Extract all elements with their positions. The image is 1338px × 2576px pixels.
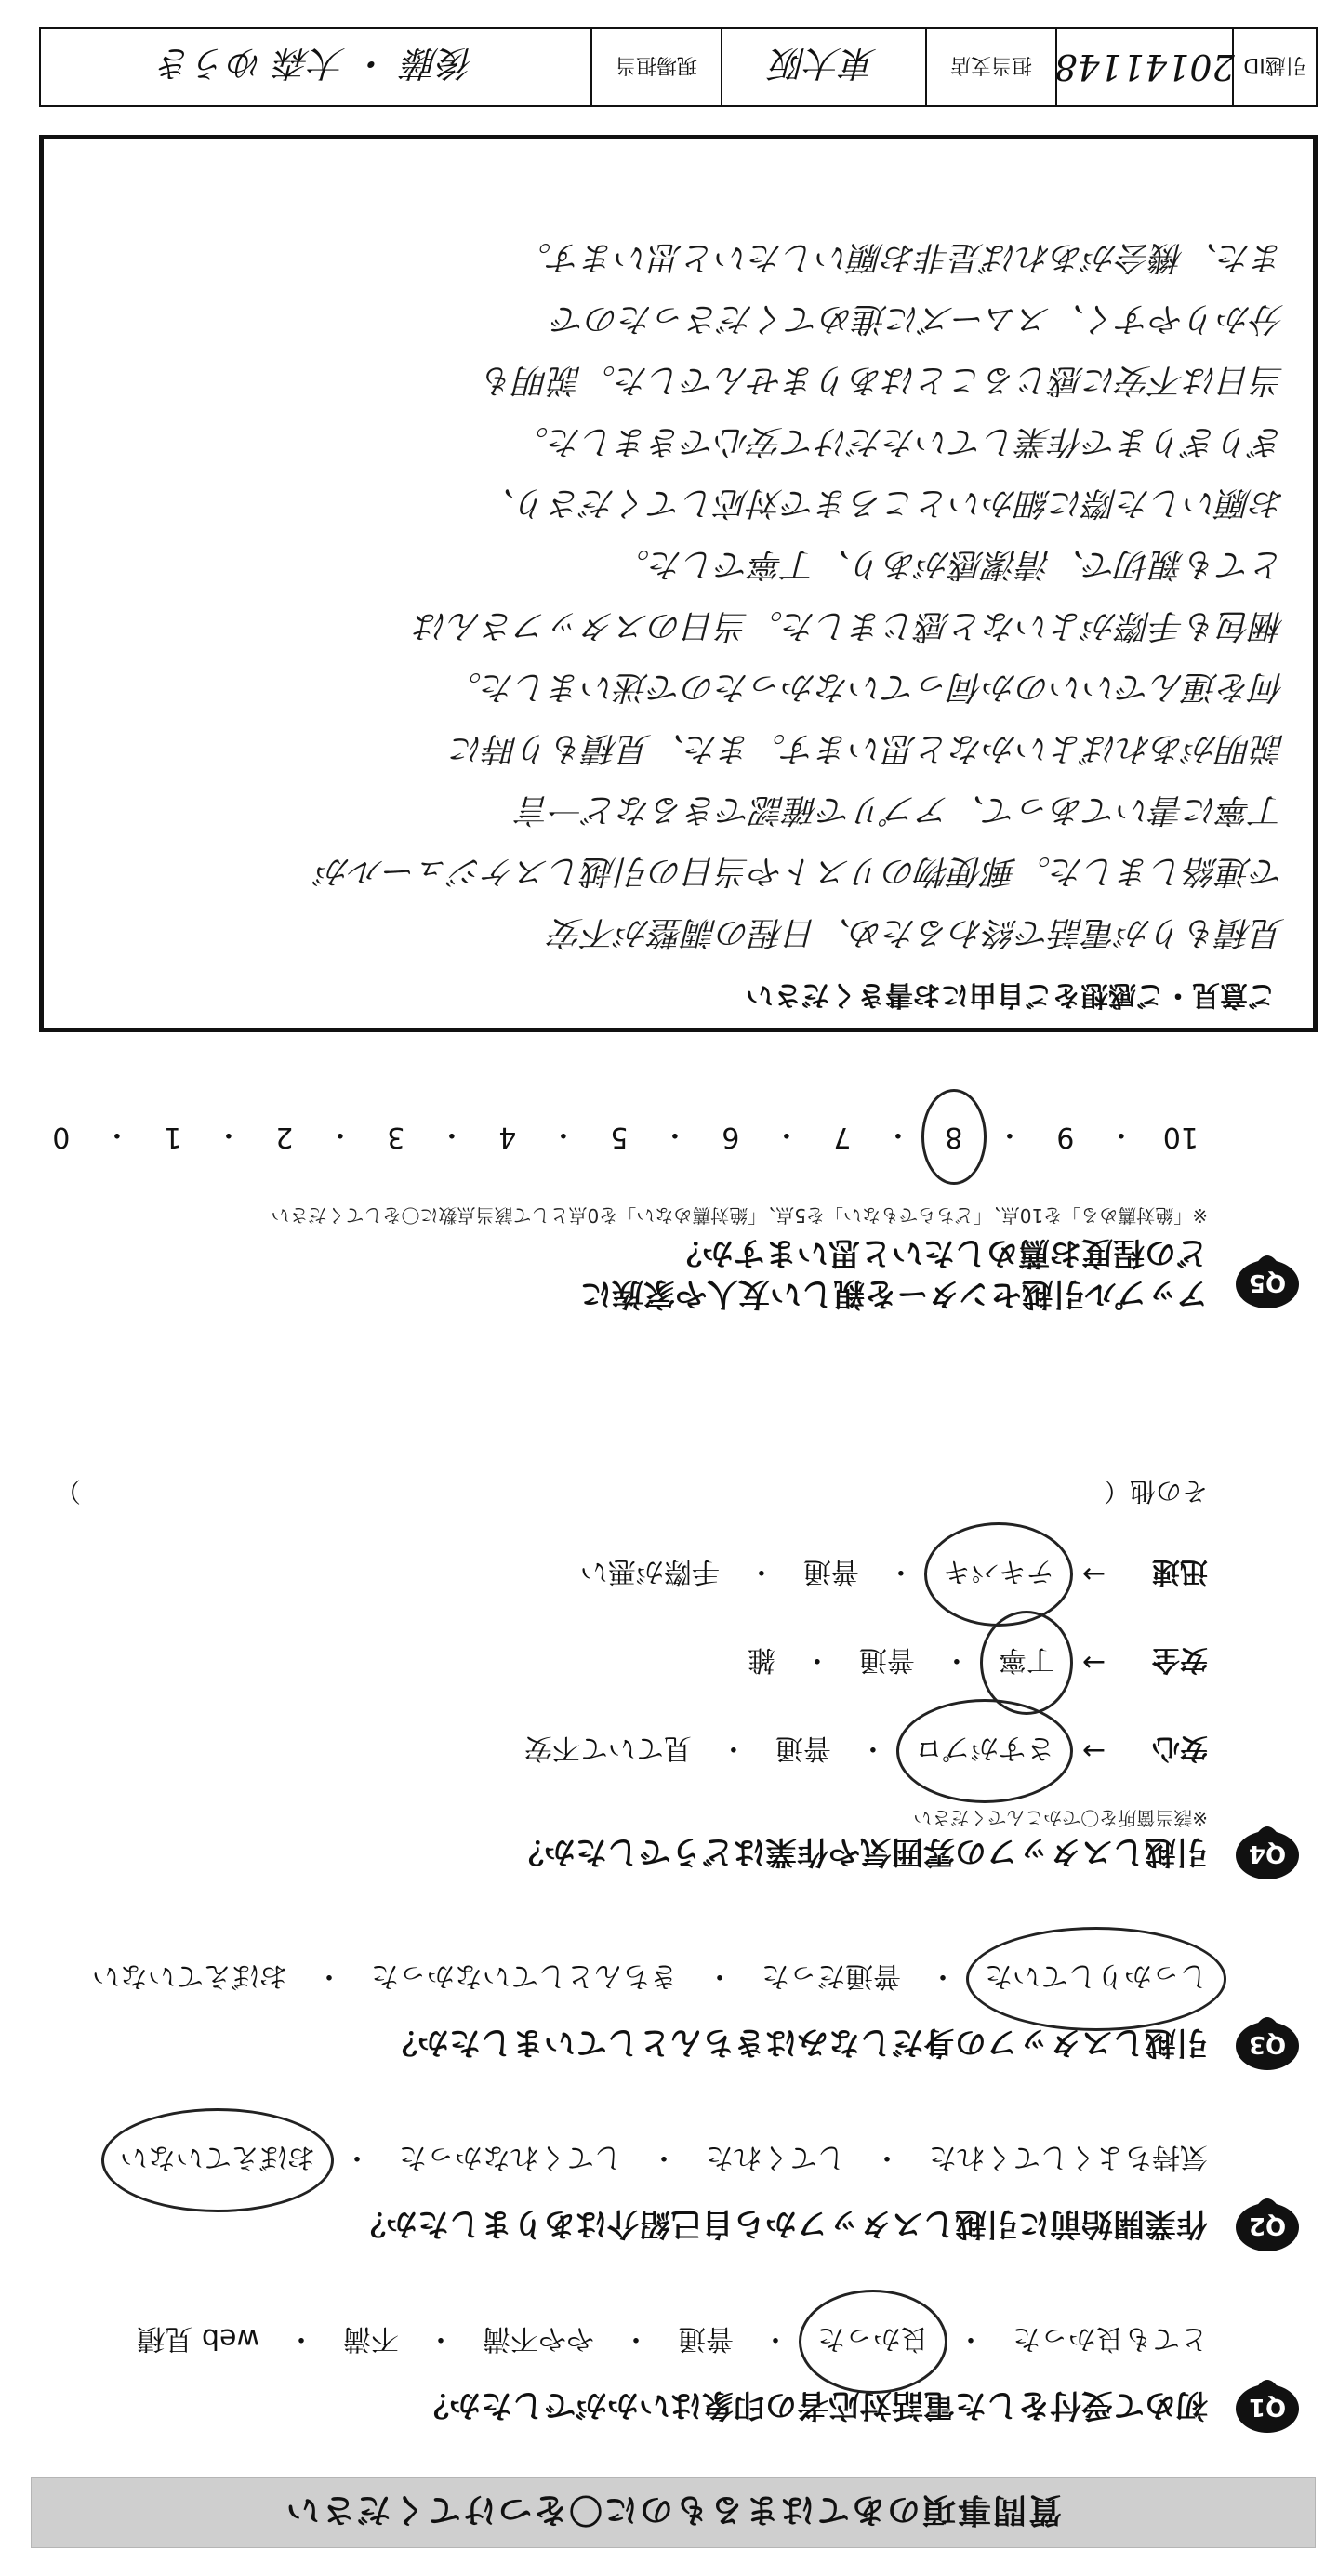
q4-row-jinsoku: 迅速 → テキパキ ・ 普通 ・ 手際が悪い [580, 1554, 1208, 1595]
comment-line: 分かりやすく、スムーズに進めてくださったので [552, 299, 1285, 338]
score-0[interactable]: 0 [52, 1121, 71, 1154]
comment-box[interactable] [39, 135, 1318, 1032]
q4-anzen-option-careful[interactable]: 丁寧 [999, 1642, 1054, 1683]
q1-option-web-estimate[interactable]: web 見積 [137, 2322, 259, 2355]
q4-jinsoku-option-normal[interactable]: 普通 [802, 1555, 859, 1587]
q4-note: ※該当箇所を〇でかこんでください [913, 1807, 1208, 1829]
footer-branch-label-cell [925, 29, 1055, 105]
footer-id-label-cell [1232, 29, 1316, 105]
q1-badge-label: Q1 [1248, 2393, 1287, 2421]
score-7[interactable]: 7 [833, 1121, 852, 1154]
comment-line: 説明があればよいかなと思います。また、見積もり時に [450, 729, 1285, 767]
q5-badge-label: Q5 [1248, 1268, 1287, 1296]
footer-manager-label-cell [590, 29, 721, 105]
q3-option-not-neat[interactable]: きちんとしていなかった [371, 1959, 678, 1992]
q4-row-anzen-label: 安全 [1152, 1643, 1208, 1676]
q4-row-jinsoku-arrow: → [1081, 1558, 1106, 1591]
q1-option-dissatisfied[interactable]: 不満 [343, 2322, 399, 2355]
q2-question: 作業開始前に引越しスタッフから自己紹介はありましたか？ [354, 2205, 1208, 2242]
score-5[interactable]: 5 [610, 1121, 629, 1154]
q1-options: とても良かった ・ 良かった ・ 普通 ・ やや不満 ・ 不満 ・ web 見積 [137, 2321, 1208, 2362]
comment-line: お願いした際に細かいところまで対応してくださり、 [481, 484, 1285, 522]
score-9[interactable]: 9 [1056, 1121, 1075, 1154]
q4-anzen-option-normal[interactable]: 普通 [858, 1643, 915, 1676]
comment-line: また、機会があれば是非お願いしたいと思います。 [517, 238, 1285, 276]
q5-score-scale: 10 ・ 9 ・ 8 ・ 7 ・ 6 ・ 5 ・ 4 ・ 3 ・ 2 ・ 1 ・ 0 [47, 1117, 1199, 1158]
instruction-banner: 質問事項のあてはまるものに〇をつけてください [31, 2477, 1316, 2548]
footer-table [39, 27, 1318, 107]
q4-jinsoku-option-clumsy[interactable]: 手際が悪い [579, 1555, 720, 1587]
q4-other-close: ） [55, 1476, 82, 1507]
footer-manager-value-cell [41, 29, 590, 105]
q4-badge-label: Q4 [1248, 1839, 1287, 1867]
q3-question: 引越しスタッフの身だしなみはきちんとしていましたか？ [386, 2024, 1208, 2061]
footer-branch-value: 東大阪 [771, 43, 878, 85]
q2-badge-icon [1234, 2198, 1301, 2255]
score-1[interactable]: 1 [164, 1121, 182, 1154]
q4-row-anshin-label: 安心 [1152, 1732, 1208, 1764]
score-2[interactable]: 2 [275, 1121, 294, 1154]
comment-line: 当日は不安に感じることはありませんでした。説明も [481, 361, 1285, 399]
score-4[interactable]: 4 [498, 1121, 517, 1154]
q4-other[interactable] [55, 1474, 1208, 1511]
q4-row-jinsoku-label: 迅速 [1152, 1555, 1208, 1587]
q4-badge-icon [1234, 1826, 1301, 1883]
score-3[interactable]: 3 [387, 1121, 405, 1154]
q2-option-yes[interactable]: してくれた [706, 2141, 845, 2173]
comment-line: 見積もりが電話で終わるため、日程の調整が不安 [550, 913, 1285, 951]
q3-option-neat[interactable]: しっかりしていた [985, 1959, 1208, 1999]
q2-badge-label: Q2 [1248, 2211, 1287, 2239]
q5-badge-icon [1234, 1255, 1301, 1312]
comment-line: で連絡しました。郵便物のリストや当日の引越しスケジュールが [316, 852, 1285, 890]
footer-id-label: 引越ID [1243, 53, 1306, 77]
score-6[interactable]: 6 [722, 1121, 740, 1154]
q1-option-good[interactable]: 良かった [817, 2321, 929, 2362]
q1-option-somewhat-dissatisfied[interactable]: やや不満 [483, 2322, 594, 2355]
q2-option-dont-remember[interactable]: おぼえていない [120, 2140, 315, 2181]
q3-option-dont-remember[interactable]: おぼえていない [92, 1959, 287, 1992]
q5-question-line2: どの程度お薦めしたいと思いますか？ [670, 1234, 1208, 1271]
q3-options: しっかりしていた ・ 普通だった ・ きちんとしていなかった ・ おぼえていない [92, 1959, 1208, 1999]
q4-anshin-option-normal[interactable]: 普通 [775, 1732, 831, 1764]
q1-badge-icon [1234, 2379, 1301, 2437]
q5-note: ※「絶対薦める」を10点、「どちらでもない」を5点、「絶対薦めない」を0点として該当点数に〇をしてください [271, 1204, 1208, 1227]
q4-row-anzen-arrow: → [1081, 1646, 1106, 1680]
q1-option-very-good[interactable]: とても良かった [1013, 2322, 1208, 2355]
q5-question-line1: アップル引越センターを親しい友人や家族に [580, 1275, 1208, 1312]
q4-other-open: その他（ [1103, 1476, 1208, 1507]
q2-options: 気持ちよくしてくれた ・ してくれた ・ してくれなかった ・ おぼえていない [120, 2140, 1208, 2181]
footer-manager-label: 現場担当 [616, 53, 698, 77]
footer-id-value: 20141148 [1054, 46, 1235, 87]
comment-line: 何を運んでいいのか伺っていなかったので迷いました。 [447, 668, 1285, 706]
comment-line: 梱包も手際がよいなと感じました。当日のスタッフさんは [414, 606, 1285, 644]
q3-badge-label: Q3 [1248, 2030, 1287, 2058]
q1-question: 初めて受付をした電話対応者の印象はいかがでしたか？ [417, 2386, 1208, 2423]
q3-option-normal[interactable]: 普通だった [762, 1959, 901, 1992]
q4-row-anshin: 安心 → さすがプロ ・ 普通 ・ 見ていて不安 [524, 1731, 1208, 1772]
score-8[interactable]: 8 [940, 1122, 968, 1154]
comment-handwriting [72, 158, 1285, 963]
comment-line: ぎりぎりまで作業していただけて安心できました。 [514, 422, 1285, 460]
q4-anshin-option-worried[interactable]: 見ていて不安 [523, 1732, 692, 1764]
q4-jinsoku-option-efficient[interactable]: テキパキ [943, 1554, 1054, 1595]
q1-option-normal[interactable]: 普通 [678, 2322, 734, 2355]
footer-branch-value-cell [721, 29, 925, 105]
footer-branch-label: 担当支店 [950, 53, 1033, 77]
q4-row-anzen: 安全 → 丁寧 ・ 普通 ・ 雑 [748, 1642, 1208, 1683]
score-10[interactable]: 10 [1162, 1121, 1199, 1154]
q4-row-anshin-arrow: → [1081, 1734, 1106, 1768]
q4-anzen-option-rough[interactable]: 雑 [747, 1643, 775, 1676]
q4-question: 引越しスタッフの雰囲気や作業はどうでしたか？ [512, 1833, 1208, 1870]
footer-id-value-cell [1054, 29, 1235, 105]
comment-label: ご意見・ご感想をご自由にお書きください [746, 978, 1276, 1011]
q2-option-pleasant[interactable]: 気持ちよくしてくれた [929, 2141, 1208, 2173]
footer-manager-value: 後藤 ・ 大森 ゆうき [157, 43, 474, 85]
q3-badge-icon [1234, 2016, 1301, 2074]
q4-anshin-option-pro[interactable]: さすがプロ [915, 1731, 1054, 1772]
comment-line: 丁寧に書いてあって、アプリで確認できるなど一言 [517, 790, 1285, 829]
q2-option-no[interactable]: してくれなかった [399, 2141, 622, 2173]
comment-line: とても親切で、清潔感があり、丁寧でした。 [616, 545, 1285, 583]
